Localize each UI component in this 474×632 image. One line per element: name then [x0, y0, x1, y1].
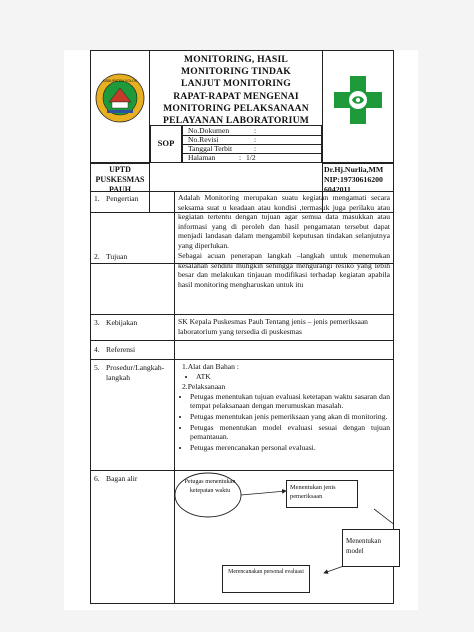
step-2-item: • Petugas menentukan model evaluasi sesuai dengan tujuan pemantauan.: [190, 423, 390, 442]
title-line: MONITORING PELAKSANAAN: [163, 102, 309, 114]
title-line: RAPAT-RAPAT MENGENAI: [173, 90, 299, 102]
section-6-label: Bagan alir: [106, 474, 138, 483]
title-line: MONITORING TINDAK: [181, 66, 291, 78]
section-6-number: 6.: [94, 474, 100, 483]
signer-block: Dr.Hj.Nurlia,MM NIP:19730616200 6042011: [324, 165, 384, 194]
section-4-number: 4.: [94, 345, 100, 354]
doc-field-no-revisi-label: No.Revisi: [188, 135, 219, 144]
section-5-number: 5.: [94, 363, 100, 372]
section-2-label: Tujuan: [106, 252, 128, 261]
section-3-label: Kebijakan: [106, 318, 138, 327]
document-title: [150, 54, 322, 127]
doc-field-halaman-value: 1/2: [246, 153, 256, 162]
step-2-item: • Petugas merencanakan personal evaluasi.: [190, 443, 390, 453]
section-3-number: 3.: [94, 318, 100, 327]
step-2-item: • Petugas menentukan jenis pemeriksaan yang akan di monitoring.: [190, 412, 390, 422]
step-1-item: • ATK: [196, 372, 390, 382]
doc-field-halaman-label: Halaman: [188, 153, 216, 162]
section-2-number: 2.: [94, 252, 100, 261]
sop-label: SOP: [157, 138, 175, 148]
sop-document: [64, 50, 418, 610]
doc-field-halaman-sep: :: [239, 153, 242, 162]
section-5-label: Prosedur/Langkah- langkah: [106, 363, 165, 382]
doc-field-tanggal-sep: :: [254, 144, 257, 153]
step-2-item: • Petugas menentukan tujuan evaluasi ketetapan waktu sasaran dan tempat pelaksanaan dengan merumuskan masalah.: [190, 392, 390, 411]
title-line: MONITORING, HASIL: [184, 54, 288, 65]
organization-name: UPTD PUSKESMAS PAUH: [95, 165, 145, 194]
step-1-heading: 1.Alat dan Bahan :: [182, 362, 239, 371]
section-1-number: 1.: [94, 194, 100, 203]
doc-field-no-dokumen-label: No.Dokumen: [188, 126, 230, 135]
flow-box-personal: Merencanakan personal evaluasi: [222, 565, 310, 593]
tujuan-text: Sebagai acuan penerapan langkah –langkah untuk menemukan kesalahan sendini mungkin sehingga mengurangi resiko yang lebih besar dan melakukan tinjauan modifikasi terhadap kegiatan apabila hasil monitoring mengharuskan untuk itu: [178, 251, 390, 289]
flow-arrow-2: [374, 509, 394, 529]
svg-text:KABUPATEN SOLOK: KABUPATEN SOLOK: [102, 79, 138, 83]
health-cross-logo: [330, 72, 386, 128]
kebijakan-text: SK Kepala Puskesmas Pauh Tentang jenis – jenis pemeriksaan laboratorium yang tersedia di puskesmas: [178, 317, 368, 336]
flow-arrow-1: [241, 491, 286, 495]
title-line: LANJUT MONITORING: [181, 78, 291, 90]
section-4-label: Referensi: [106, 345, 136, 354]
doc-field-no-revisi-sep: :: [254, 135, 257, 144]
doc-field-no-dokumen-sep: :: [254, 126, 257, 135]
title-line: PELAYANAN LABORATORIUM: [163, 115, 309, 127]
flow-box-model: Menentukan model: [342, 529, 400, 567]
flow-box-jenis: Menentukan jenis pemeriksaan: [286, 480, 358, 508]
doc-field-tanggal-label: Tanggal Terbit: [188, 144, 233, 153]
step-2-heading: 2.Pelaksanaan: [182, 382, 226, 392]
section-1-label: Pengertian: [106, 194, 139, 203]
pengertian-text: Adalah Monitoring merupakan suatu kegiatan mengamati secara seksama suat u keadaan atau kondisi ,termasuk juga perilaku atau kegiatan tertentu dengan tujuan agar semua data masukkan atau informasi yang di peroleh dan hasil pengamatan tersebut dapat menjadi landasan dalam mengambil keputusan tindakan selanjutnya yang diperlukan.: [178, 193, 390, 250]
regional-emblem-logo: [94, 72, 146, 124]
prosedur-content: [178, 362, 390, 453]
flow-step-1-text: Petugas menentukan ketepatan waktu: [184, 478, 236, 494]
